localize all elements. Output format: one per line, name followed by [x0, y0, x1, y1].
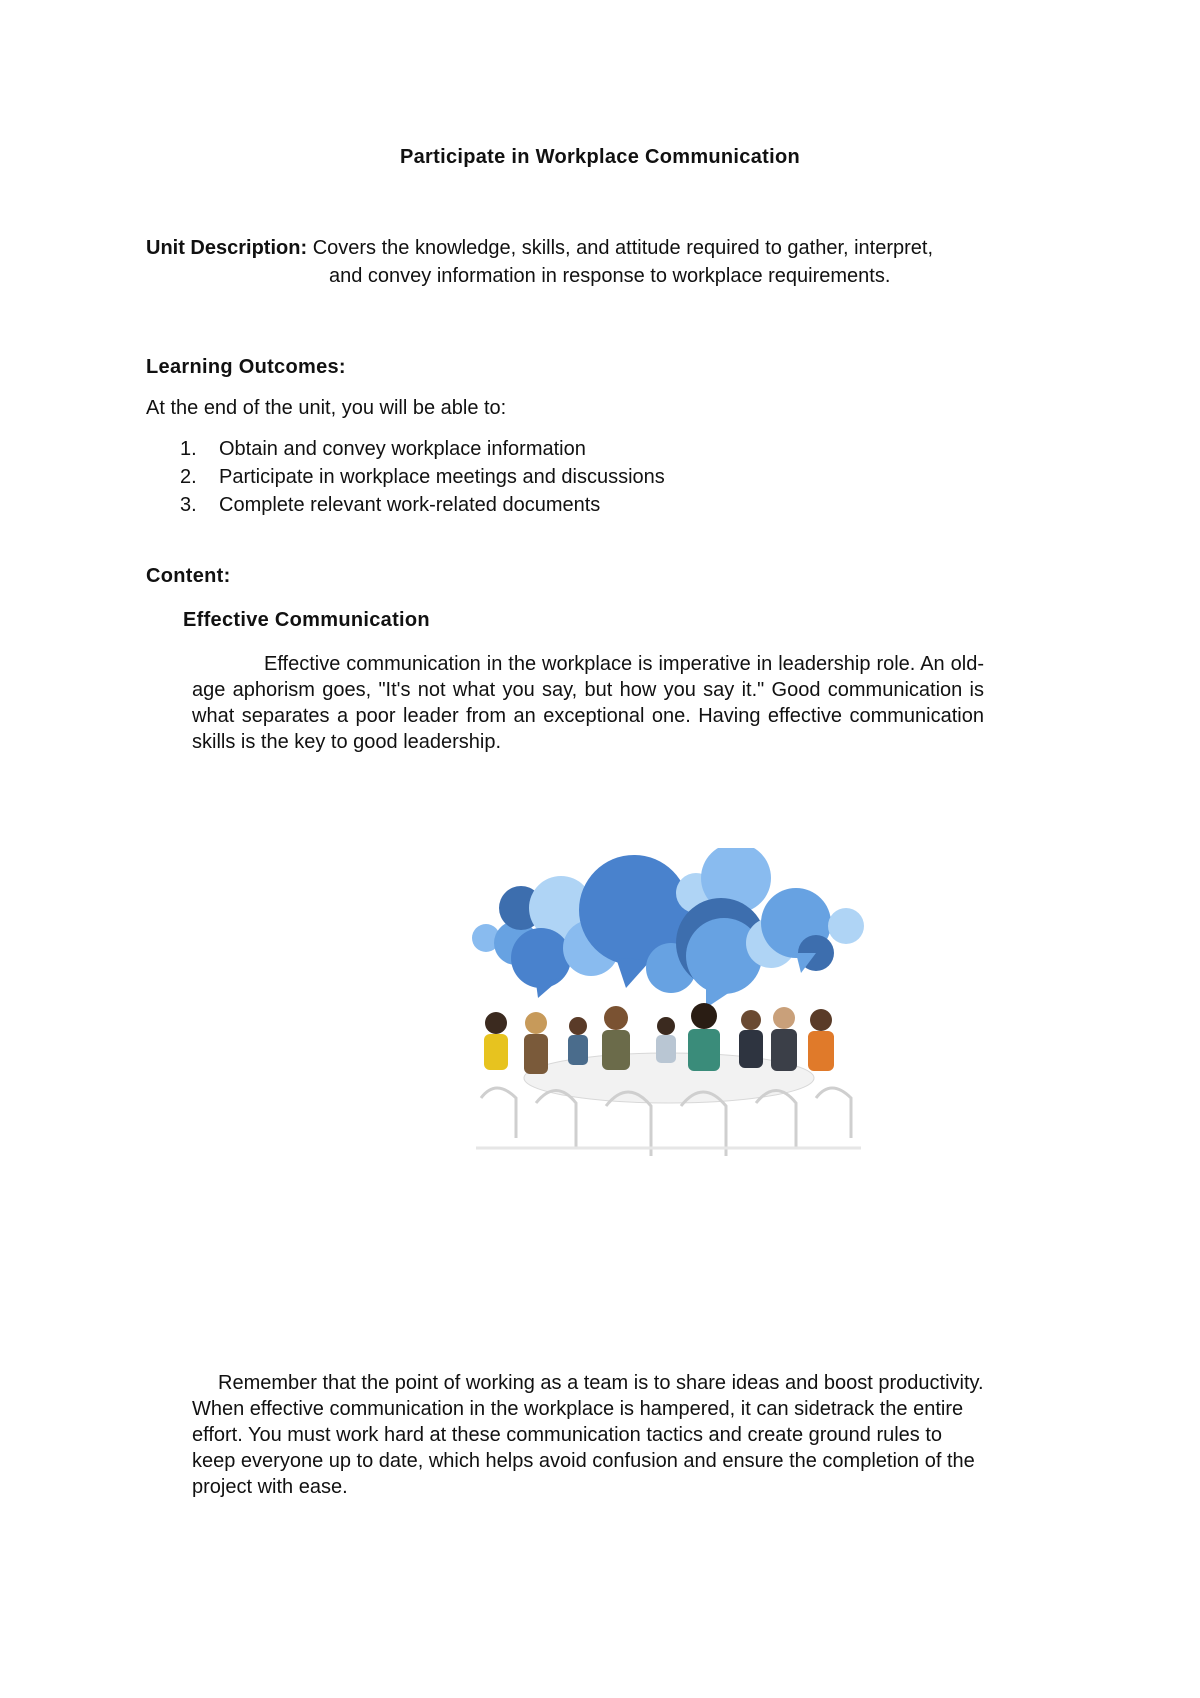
list-item: [180, 435, 665, 463]
paragraph-text: Remember that the point of working as a team is to share ideas and boost productivity. When effective communication in the workplace is hampered, it can sidetrack the entire effort. You must work hard at these communication tactics and create ground rules to keep everyone up to date, which helps avoid confusion and ensure the completion of the project with ease.: [192, 1372, 984, 1498]
unit-description-line2: and convey information in response to workplace requirements.: [329, 265, 891, 287]
speech-bubbles-icon: [472, 848, 864, 1008]
paragraph-text: Effective communication in the workplace is imperative in leadership role. An old-age aphorism goes, "It's not what you say, but how you say it." Good communication is what separates a poor leader from an exceptional one. Having effective communication skills is the key to good leadership.: [192, 653, 984, 753]
list-item-text: Participate in workplace meetings and discussions: [219, 466, 665, 488]
list-item: [180, 491, 665, 519]
page-title: Participate in Workplace Communication: [399, 146, 800, 168]
list-item-text: Obtain and convey workplace information: [219, 438, 586, 460]
paragraph-effective-communication: [192, 651, 984, 755]
unit-description: [146, 234, 1046, 290]
learning-outcomes-list: [180, 435, 665, 519]
unit-description-line1: Covers the knowledge, skills, and attitude required to gather, interpret,: [312, 237, 934, 259]
learning-outcomes-intro: At the end of the unit, you will be able to:: [146, 397, 507, 419]
unit-description-label: Unit Description:: [146, 237, 308, 259]
learning-outcomes-heading: Learning Outcomes:: [146, 356, 346, 378]
list-item-number: 3.: [180, 494, 197, 516]
list-item: [180, 463, 665, 491]
list-item-text: Complete relevant work-related documents: [219, 494, 601, 516]
list-item-number: 1.: [180, 438, 197, 460]
team-meeting-illustration: [466, 848, 872, 1168]
list-item-number: 2.: [180, 466, 197, 488]
paragraph-teamwork: [192, 1370, 988, 1500]
section-subheading: Effective Communication: [183, 609, 430, 631]
content-heading: Content:: [146, 565, 231, 587]
